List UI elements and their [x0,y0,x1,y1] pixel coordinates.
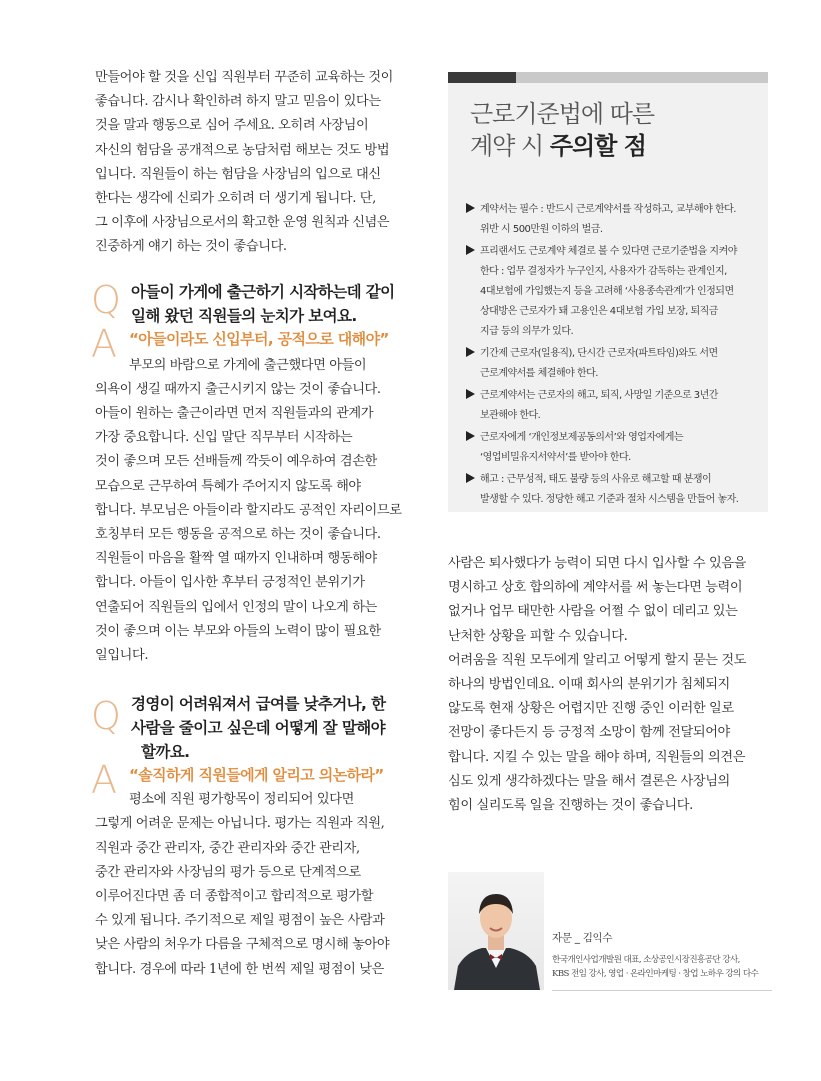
triangle-bullet-icon [466,389,475,399]
triangle-bullet-icon [466,473,475,483]
author-name: 자문 _ 김익수 [552,932,613,944]
list-item: 근로계약서는 근로자의 해고, 퇴직, 사망일 기준으로 3년간 보관해야 한다. [466,386,766,426]
triangle-bullet-icon [466,203,475,213]
list-item: 해고 : 근무성적, 태도 불량 등의 사유로 해고할 때 분쟁이 발생할 수 있다. 정당한 해고 기준과 절차 시스템을 만들어 놓자. [466,470,766,510]
box-top-bar-accent [448,72,516,83]
person-portrait-icon [448,872,544,990]
left-column [91,66,425,982]
triangle-bullet-icon [466,245,475,255]
author-photo [448,872,544,990]
triangle-bullet-icon [466,347,475,357]
question-2: 경영이 어려워져서 급여를 낮추거나, 한 사람을 줄이고 싶은데 어떻게 잘 말해야 할까요. [131,695,386,762]
q-mark: Q [91,694,121,739]
qa-section-2 [91,692,425,982]
q-mark: Q [91,277,121,322]
a-mark: A [91,321,117,366]
right-column-text [448,552,766,818]
answer-title-1: “아들이라도 신입부터, 공적으로 대해야” [129,329,389,348]
answer-1: 부모의 바람으로 가게에 출근했다면 아들이 의욕이 생길 때까지 출근시키지 않는 것이 좋습니다. 아들이 원하는 출근이라면 먼저 직원들과의 관계가 가장 중요합니다. 신입 말단 직무부터 시작하는 것이 좋으며 모든 선배들께 깍듯이 예우하여 겸손한 모습으로 근무하여 특혜가 주어지지 않도록 해야 합니다. 부모님은 아들이라 할지라도 공적인 자리이므로 호칭부터 모든 행동을 공적으로 하는 것이 좋습니다. 직원들이 마음을 활짝 열 때까지 인내하며 행동해야 합니다. 아들이 입사한 후부터 긍정적인 분위기가 연출되어 직원들의 입에서 인정의 말이 나오게 하는 것이 좋으며 이는 부모와 아들의 노력이 많이 필요한 일입니다. [95,357,402,664]
list-item: 근로자에게 ‘개인정보제공동의서’와 영업자에게는 ‘영업비밀유지서약서’를 받아야 한다. [466,428,766,468]
list-item: 계약서는 필수 : 반드시 근로계약서를 작성하고, 교부해야 한다. 위반 시 500만원 이하의 벌금. [466,200,766,240]
info-box [448,72,768,512]
intro-paragraph: 만들어야 할 것을 신입 직원부터 꾸준히 교육하는 것이 좋습니다. 감시나 확인하려 하지 말고 믿음이 있다는 것을 말과 행동으로 심어 주세요. 오히려 사장님이 자신의 험담을 공개적으로 농담처럼 해보는 것도 방법 입니다. 직원들이 하는 험담을 사장님의 입으로 대신 한다는 생각에 신뢰가 오히려 더 생기게 됩니다. 단, 그 이후에 사장님으로서의 확고한 운영 원칙과 신념은 진중하게 얘기 하는 것이 좋습니다. [95,70,394,255]
triangle-bullet-icon [466,431,475,441]
answer-2: 평소에 직원 평가항목이 정리되어 있다면 그렇게 어려운 문제는 아닙니다. 평가는 직원과 직원, 직원과 중간 관리자, 중간 관리자와 중간 관리자, 중간 관리자와 사장님의 평가 등으로 단계적으로 이루어진다면 좀 더 종합적이고 합리적으로 평가할 수 있게 됩니다. 주기적으로 제일 평점이 높은 사람과 낮은 사람의 처우가 다름을 구체적으로 명시해 놓아야 합니다. 경우에 따라 1년에 한 번씩 제일 평점이 낮은 [95,792,390,977]
a-mark: A [91,758,117,803]
author-card [552,930,772,991]
qa-section-1 [91,277,425,669]
box-list [466,200,766,512]
list-item: 프리랜서도 근로계약 체결로 볼 수 있다면 근로기준법을 지켜야 한다 : 업무 결정자가 누구인지, 사용자가 감독하는 관계인지, 4대보험에 가입했는지 등을 고려해 ‘사용종속관계’가 인정되면 상대방은 근로자가 돼 고용인은 4대보험 가입 보장, 퇴직금 지급 등의 의무가 있다. [466,242,766,342]
right-paragraph: 사람은 퇴사했다가 능력이 되면 다시 입사할 수 있음을 명시하고 상호 합의하에 계약서를 써 놓는다면 능력이 없거나 업무 태만한 사람을 어쩔 수 없이 데리고 있는 난처한 상황을 피할 수 있습니다. 어려움을 직원 모두에게 알리고 어떻게 할지 묻는 것도 하나의 방법인데요. 이때 회사의 분위기가 침체되지 않도록 현재 상황은 어렵지만 진행 중인 이러한 일로 전망이 좋다든지 등 긍정적 소망이 함께 전달되어야 합니다. 지킬 수 있는 말을 해야 하며, 직원들의 의견은 심도 있게 생각하겠다는 말을 해서 결론은 사장님의 힘이 실리도록 일을 진행하는 것이 좋습니다. [448,556,747,814]
author-description: 한국개인사업개발원 대표, 소상공인시장진흥공단 강사, KBS 전임 강사, 영업 · 온라인마케팅 · 창업 노하우 강의 다수 [552,955,759,979]
box-title: 근로기준법에 따른 계약 시 주의할 점 [470,100,655,160]
question-1: 아들이 가게에 출근하기 시작하는데 같이 일해 왔던 직원들의 눈치가 보여요. [131,282,395,325]
list-item: 기간제 근로자(일용직), 단시간 근로자(파트타임)와도 서면 근로계약서를 체결해야 한다. [466,344,766,384]
answer-title-2: “솔직하게 직원들에게 알리고 의논하라” [129,766,384,785]
